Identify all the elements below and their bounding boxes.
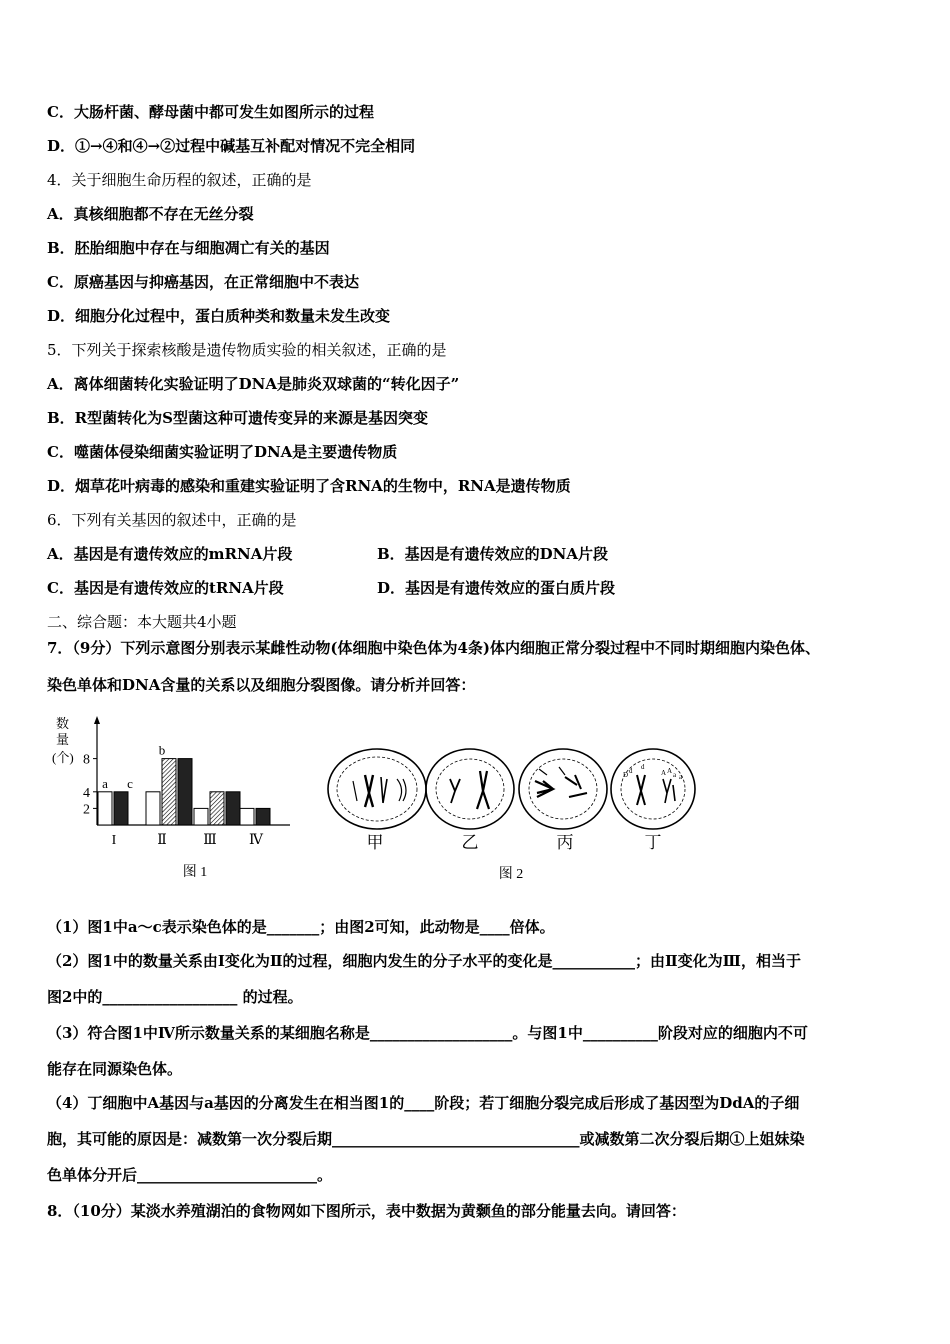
- bar-a-3: [194, 808, 208, 825]
- q7-sub4-line2: 胞，其可能的原因是：减数第一次分裂后期_________________________________或减数第二次分裂后期①上姐妹染: [47, 1130, 805, 1148]
- cell-label-ding: 丁: [644, 833, 662, 852]
- y-tick-label-2: 2: [83, 802, 90, 818]
- bar-b-3: [210, 792, 224, 825]
- q4-stem: 4．关于细胞生命历程的叙述，正确的是: [47, 171, 312, 189]
- cell-label-bing: 丙: [556, 833, 574, 852]
- cell-jia: [328, 749, 426, 829]
- figure-2-caption: 图 2: [498, 867, 524, 882]
- q7-sub2-line1: （2）图1中的数量关系由I变化为Ⅱ的过程，细胞内发生的分子水平的变化是___________；由Ⅱ变化为Ⅲ，相当于: [47, 952, 801, 970]
- y-tick-label-4: 4: [83, 785, 90, 801]
- bar-c-2: [178, 759, 192, 825]
- bar-a-4: [240, 808, 254, 825]
- q7-sub4-line3: 色单体分开后________________________。: [47, 1166, 333, 1184]
- figure-2-diagram: [325, 745, 700, 885]
- series-label-a: a: [102, 775, 108, 791]
- chart-ylabel-2: 量: [56, 732, 70, 747]
- cell-label-jia: 甲: [366, 833, 384, 852]
- q6-option-b: B．基因是有遗传效应的DNA片段: [377, 545, 609, 563]
- cell-ding: [611, 749, 695, 829]
- q5-option-c: C．噬菌体侵染细菌实验证明了DNA是主要遗传物质: [47, 443, 398, 461]
- q7-stem-line1: 7．（9分）下列示意图分别表示某雌性动物(体细胞中染色体为4条)体内细胞正常分裂过程中不同时期细胞内染色体、: [47, 639, 821, 657]
- series-label-c: c: [127, 775, 133, 791]
- q6-option-d: D．基因是有遗传效应的蛋白质片段: [377, 579, 616, 597]
- x-tick-label-1: I: [111, 833, 117, 848]
- bar-c-4: [256, 808, 270, 825]
- x-tick-label-2: Ⅱ: [157, 833, 167, 848]
- gene-label-5: A: [667, 767, 673, 775]
- bar-b-2: [162, 759, 176, 825]
- q6-option-a: A．基因是有遗传效应的mRNA片段: [47, 545, 293, 563]
- q5-option-a: A．离体细菌转化实验证明了DNA是肺炎双球菌的“转化因子”: [47, 375, 460, 393]
- q4-option-a: A．真核细胞都不存在无丝分裂: [47, 205, 254, 223]
- bar-a-2: [146, 792, 160, 825]
- bar-a-1: [98, 792, 112, 825]
- q6-stem: 6．下列有关基因的叙述中，正确的是: [47, 511, 297, 529]
- y-tick-label-8: 8: [83, 752, 90, 768]
- y-axis-arrow: [94, 716, 100, 724]
- q7-stem-line2: 染色单体和DNA含量的关系以及细胞分裂图像。请分析并回答：: [47, 676, 476, 694]
- chart-ylabel-1: 数: [56, 716, 70, 731]
- gene-label-6: a: [673, 771, 677, 779]
- gene-label-7: a: [679, 773, 683, 781]
- figure-1-chart: [50, 712, 300, 882]
- q5-stem: 5．下列关于探索核酸是遗传物质实验的相关叙述，正确的是: [47, 341, 447, 359]
- q7-sub4-line1: （4）丁细胞中A基因与a基因的分离发生在相当图1的____阶段；若丁细胞分裂完成后形成了基因型为DdA的子细: [47, 1094, 800, 1112]
- gene-label-2: d: [629, 767, 633, 775]
- figure-1-caption: 图 1: [182, 865, 208, 880]
- q4-option-b: B．胚胎细胞中存在与细胞凋亡有关的基因: [47, 239, 330, 257]
- q4-option-c: C．原癌基因与抑癌基因，在正常细胞中不表达: [47, 273, 359, 291]
- cell-bing: [519, 749, 607, 829]
- q5-option-b: B．R型菌转化为S型菌这种可遗传变异的来源是基因突变: [47, 409, 428, 427]
- bar-c-1: [114, 792, 128, 825]
- q3-option-d: D．①→④和④→②过程中碱基互补配对情况不完全相同: [47, 137, 416, 155]
- q7-sub3-line2: 能存在同源染色体。: [47, 1060, 183, 1078]
- series-label-b: b: [158, 742, 166, 758]
- section-2-heading: 二、综合题：本大题共4小题: [47, 613, 237, 631]
- q7-sub2-line2: 图2中的__________________ 的过程。: [47, 988, 303, 1006]
- bar-c-3: [226, 792, 240, 825]
- chart-ylabel-3: (个): [52, 750, 74, 765]
- gene-label-4: A: [661, 769, 667, 777]
- x-tick-label-4: Ⅳ: [249, 833, 263, 848]
- q3-option-c: C．大肠杆菌、酵母菌中都可发生如图所示的过程: [47, 103, 374, 121]
- q6-option-c: C．基因是有遗传效应的tRNA片段: [47, 579, 284, 597]
- gene-label-3: d: [641, 763, 645, 771]
- q4-option-d: D．细胞分化过程中，蛋白质种类和数量未发生改变: [47, 307, 391, 325]
- q7-sub1: （1）图1中a～c表示染色体的是_______；由图2可知，此动物是____倍体。: [47, 918, 555, 936]
- x-tick-label-3: Ⅲ: [203, 833, 217, 848]
- q5-option-d: D．烟草花叶病毒的感染和重建实验证明了含RNA的生物中，RNA是遗传物质: [47, 477, 571, 495]
- q8-stem: 8．（10分）某淡水养殖湖泊的食物网如下图所示，表中数据为黄颡鱼的部分能量去向。请回答：: [47, 1202, 686, 1220]
- q7-sub3-line1: （3）符合图1中Ⅳ所示数量关系的某细胞名称是___________________。与图1中__________阶段对应的细胞内不可: [47, 1024, 808, 1042]
- cell-label-yi: 乙: [461, 833, 479, 852]
- cell-yi: [426, 749, 514, 829]
- gene-label-1: D: [623, 771, 629, 779]
